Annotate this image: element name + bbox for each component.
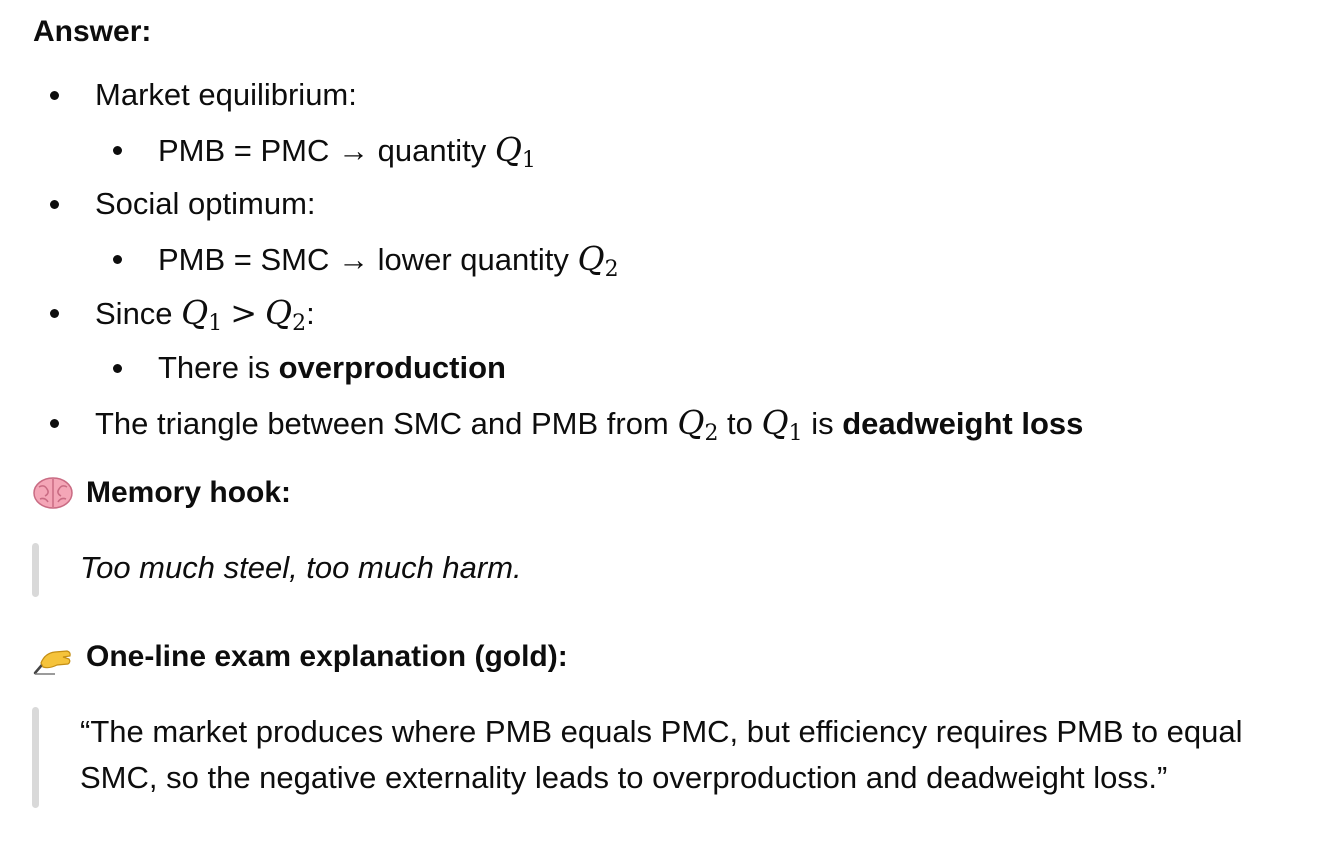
quote-line: SMC, so the negative externality leads to overproduction and deadweight loss.” [80, 760, 1168, 795]
bullet-market-equilibrium [95, 75, 357, 115]
bullet-text: is [802, 406, 843, 441]
bullet-dot [50, 419, 59, 428]
math-q2: $Q_2$ [265, 293, 307, 336]
quote-bar [32, 543, 39, 597]
bullet-text: The triangle between SMC and PMB from [95, 406, 678, 441]
exam-explanation-heading [33, 637, 568, 677]
bullet-overproduction [158, 348, 506, 388]
bold-deadweight-loss: deadweight loss [842, 406, 1084, 441]
bullet-since [95, 293, 315, 334]
bullet-dot [113, 255, 122, 264]
math-q1: $Q_1$ [761, 403, 803, 446]
memory-hook-heading [33, 473, 291, 513]
math-q1: $Q_1$ [181, 293, 223, 336]
answer-heading: Answer: [33, 15, 152, 48]
bullet-label: Social optimum: [95, 186, 316, 221]
bullet-dot [50, 91, 59, 100]
quote-line: “The market produces where PMB equals PMC, but efficiency requires PMB to equal [80, 714, 1243, 749]
memory-hook-quote: Too much steel, too much harm. [80, 550, 522, 585]
bold-overproduction: overproduction [278, 350, 506, 385]
bullet-dot [113, 364, 122, 373]
math-greater-than: > [230, 294, 258, 332]
bullet-dot [113, 146, 122, 155]
bullet-text: Since [95, 296, 182, 331]
bullet-text: There is [158, 350, 279, 385]
math-q2: $Q_2$ [577, 239, 619, 282]
bullet-dot [50, 200, 59, 209]
quote-bar [32, 707, 39, 808]
bullet-text: PMB = SMC → lower quantity [158, 242, 578, 277]
section-heading-label: Memory hook: [86, 476, 292, 509]
bullet-label: Market equilibrium: [95, 77, 357, 112]
bullet-social-optimum [95, 184, 316, 224]
math-q2: $Q_2$ [677, 403, 719, 446]
brain-icon [33, 475, 73, 511]
bullet-text: PMB = PMC → quantity [158, 133, 495, 168]
section-heading-label: One-line exam explanation (gold): [86, 640, 568, 673]
bullet-social-optimum-detail [158, 239, 619, 280]
bullet-suffix: : [306, 296, 315, 331]
bullet-dot [50, 309, 59, 318]
bullet-text: to [718, 406, 762, 441]
bullet-triangle [95, 403, 1083, 444]
math-q1: $Q_1$ [494, 130, 536, 173]
writing-hand-icon [33, 639, 73, 675]
exam-explanation-quote [80, 709, 1242, 801]
bullet-market-equilibrium-detail [158, 130, 536, 171]
